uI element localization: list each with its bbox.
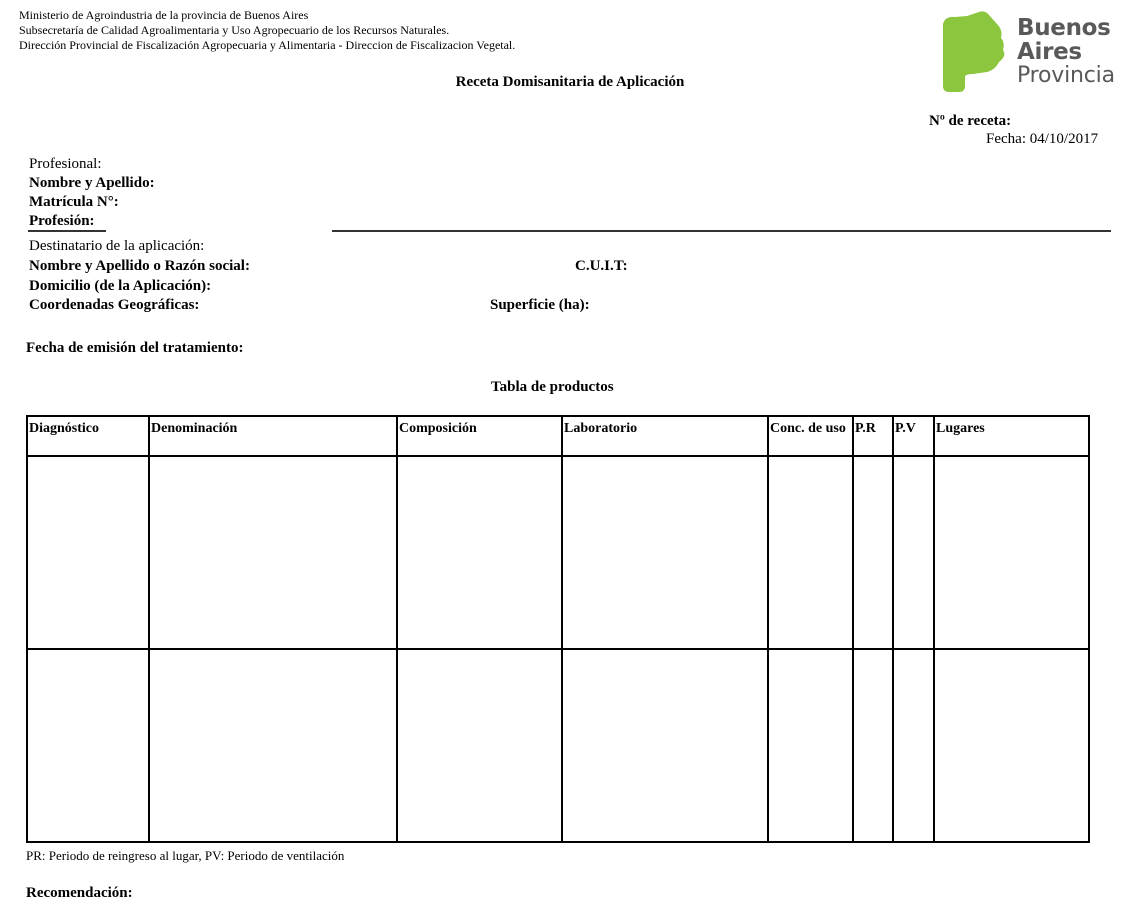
logo-line-2: Aires: [1017, 39, 1082, 65]
column-header-lugares: Lugares: [934, 416, 1089, 456]
products-table: [26, 415, 1090, 843]
cell-lugares[interactable]: [934, 649, 1089, 842]
table-footnote: PR: Periodo de reingreso al lugar, PV: Periodo de ventilación: [26, 848, 345, 863]
direction-line: Dirección Provincial de Fiscalización Agropecuaria y Alimentaria - Direccion de Fiscalizacion Vegetal.: [19, 38, 516, 52]
profesional-profesion-label: Profesión:: [29, 213, 95, 229]
column-header-denominacion: Denominación: [149, 416, 397, 456]
coordenadas-label: Coordenadas Geográficas:: [29, 297, 200, 313]
ministry-line: Ministerio de Agroindustria de la provincia de Buenos Aires: [19, 8, 309, 22]
cell-denominacion[interactable]: [149, 456, 397, 649]
column-header-composicion: Composición: [397, 416, 562, 456]
cell-conc-de-uso[interactable]: [768, 456, 853, 649]
document-title: Receta Domisanitaria de Aplicación: [455, 74, 685, 90]
table-row: [27, 456, 1089, 649]
column-header-conc-de-uso: Conc. de uso: [768, 416, 853, 456]
column-header-pr: P.R: [853, 416, 893, 456]
table-header-row: [27, 416, 1089, 456]
domicilio-label: Domicilio (de la Aplicación):: [29, 278, 212, 294]
table-row: [27, 649, 1089, 842]
superficie-label: Superficie (ha):: [490, 297, 590, 313]
fecha-emision-label: Fecha de emisión del tratamiento:: [26, 340, 244, 356]
cell-pr[interactable]: [853, 456, 893, 649]
cell-diagnostico[interactable]: [27, 649, 149, 842]
column-header-pv: P.V: [893, 416, 934, 456]
logo-line-1: Buenos: [1017, 15, 1111, 41]
column-header-laboratorio: Laboratorio: [562, 416, 768, 456]
column-header-diagnostico: Diagnóstico: [27, 416, 149, 456]
profesional-name-label: Nombre y Apellido:: [29, 175, 155, 191]
section-divider-left: [28, 230, 106, 232]
section-divider-right: [332, 230, 1111, 232]
cell-lugares[interactable]: [934, 456, 1089, 649]
cuit-label: C.U.I.T:: [575, 258, 628, 274]
products-table-title: Tabla de productos: [491, 379, 614, 395]
cell-pv[interactable]: [893, 456, 934, 649]
receta-number-label: Nº de receta:: [929, 113, 1012, 129]
destinatario-name-label: Nombre y Apellido o Razón social:: [29, 258, 250, 274]
subsecretary-line: Subsecretaría de Calidad Agroalimentaria y Uso Agropecuario de los Recursos Naturales.: [19, 23, 450, 37]
logo-line-3: Provincia: [1017, 63, 1115, 88]
cell-pv[interactable]: [893, 649, 934, 842]
recomendacion-label: Recomendación:: [26, 885, 133, 901]
cell-composicion[interactable]: [397, 456, 562, 649]
cell-conc-de-uso[interactable]: [768, 649, 853, 842]
document-date: Fecha: 04/10/2017: [986, 131, 1099, 147]
cell-laboratorio[interactable]: [562, 649, 768, 842]
cell-diagnostico[interactable]: [27, 456, 149, 649]
profesional-matricula-label: Matrícula N°:: [29, 194, 119, 210]
profesional-section-label: Profesional:: [29, 156, 102, 172]
cell-pr[interactable]: [853, 649, 893, 842]
cell-denominacion[interactable]: [149, 649, 397, 842]
cell-laboratorio[interactable]: [562, 456, 768, 649]
cell-composicion[interactable]: [397, 649, 562, 842]
destinatario-section-label: Destinatario de la aplicación:: [29, 238, 205, 254]
